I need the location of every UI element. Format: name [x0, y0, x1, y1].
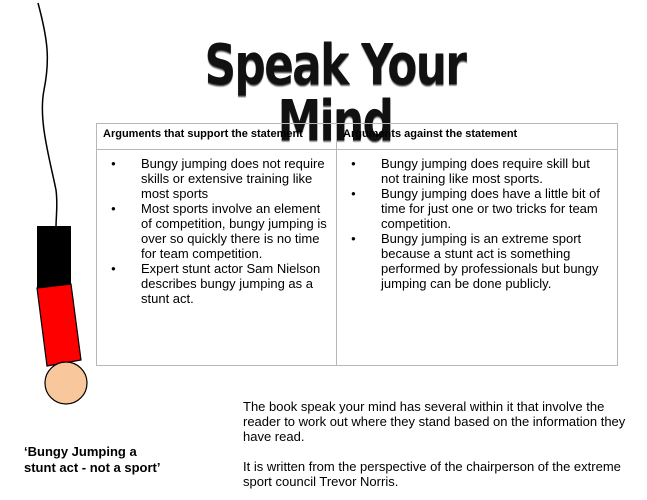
figure-body	[37, 284, 81, 366]
figure-caption	[24, 444, 224, 476]
against-cell	[337, 150, 618, 366]
list-item: ● Bungy jumping does require skill but not training like most sports.	[373, 156, 611, 186]
caption-line: ‘Bungy Jumping a	[24, 444, 137, 459]
description-paragraph: The book speak your mind has several within it that involve the reader to work out where they stand based on the information they have read.	[243, 399, 626, 444]
support-column-header: Arguments that support the statement	[97, 124, 337, 150]
list-item: ● Expert stunt actor Sam Nielson describes bungy jumping as a stunt act.	[133, 261, 330, 306]
support-cell	[97, 150, 337, 366]
table-header-row	[97, 124, 618, 150]
page-title: Speak Your Mind	[204, 33, 466, 154]
support-list	[103, 156, 330, 306]
list-item: ● Bungy jumping does not require skills or extensive training like most sports	[133, 156, 330, 201]
caption-line: stunt act - not a sport’	[24, 460, 161, 475]
against-list	[343, 156, 611, 291]
book-description	[243, 399, 628, 489]
bungy-cord	[38, 3, 57, 228]
list-item: ● Bungy jumping does have a little bit of time for just one or two tricks for team competition.	[373, 186, 611, 231]
list-item: ● Most sports involve an element of competition, bungy jumping is over so quickly there is no time for team competition.	[133, 201, 330, 261]
table-row	[97, 150, 618, 366]
figure-legs	[37, 226, 71, 288]
bungy-jumper-illustration	[0, 0, 110, 420]
arguments-table	[96, 123, 618, 366]
list-item: ● Bungy jumping is an extreme sport because a stunt act is something performed by professionals but bungy jumping can be done publicly.	[373, 231, 611, 291]
description-paragraph: It is written from the perspective of the chairperson of the extreme sport council Trevor Norris.	[243, 459, 621, 489]
figure-head	[45, 362, 87, 404]
against-column-header: Arguments against the statement	[337, 124, 618, 150]
